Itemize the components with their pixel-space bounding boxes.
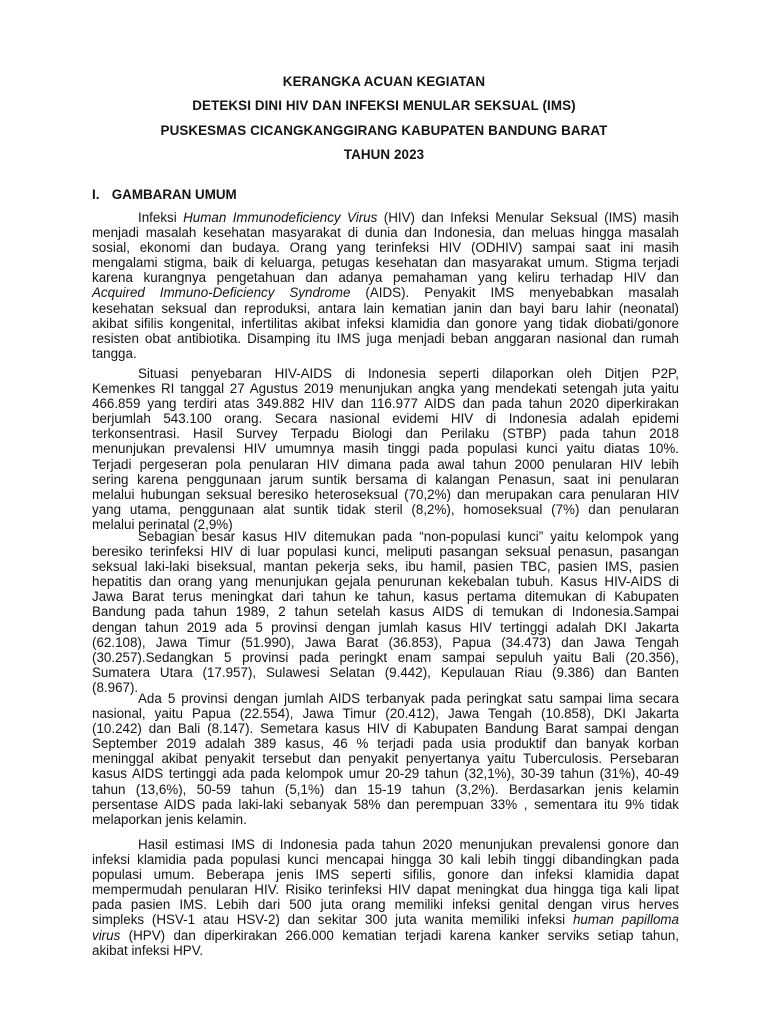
paragraph-line: (62.108), Jawa Timur (51.990), Jawa Barat (36.853), Papua (34.473) dan Jawa Tengah (92, 634, 679, 650)
paragraph-line: infeksi klamidia pada populasi kunci mencapai hingga 30 kali lebih tinggi dibandingkan pada (92, 852, 679, 868)
paragraph-line: sering karena penggunaan jarum suntik bersama di kalangan Penasun, saat ini penularan (92, 471, 679, 487)
title-line-1: KERANGKA ACUAN KEGIATAN (282, 74, 486, 89)
paragraph-line: 466.859 yang terdiri atas 349.882 HIV dan 116.977 AIDS dan pada tahun 2020 diperkirakan (92, 396, 679, 412)
section-heading (92, 187, 237, 203)
paragraph-5 (92, 837, 679, 958)
paragraph-line: September 2019 adalah 389 kasus, 46 % terjadi pada usia produktif dan banyak korban (92, 736, 679, 752)
paragraph-line: nasional, yaitu Papua (22.554), Jawa Timur (20.412), Jawa Tengah (10.858), DKI Jakarta (92, 706, 679, 722)
italic-term: human papilloma (572, 912, 679, 928)
paragraph-line: akibat sifilis kongenital, infertilitas akibat infeksi klamidia dan gonore yang tidak diobati/gonore (92, 315, 679, 331)
paragraph-line: menunjukan prevalensi HIV umumnya masih tinggi pada populasi kunci yaitu diatas 10%. (92, 441, 679, 457)
paragraph-4 (92, 691, 679, 827)
paragraph-line: resisten obat antibiotika. Disamping itu IMS juga menjadi beban anggaran nasional dan rumah (92, 330, 679, 346)
title-line-2: DETEKSI DINI HIV DAN INFEKSI MENULAR SEKSUAL (IMS) (192, 98, 576, 114)
paragraph-line: kasus AIDS tertinggi ada pada kelompok umur 20-29 tahun (32,1%), 30-39 tahun (31%), 40-49 (92, 766, 679, 782)
paragraph-line: (10.242) dan Bali (8.147). Semetara kasus HIV di Kabupaten Bandung Barat sampai dengan (92, 721, 679, 737)
paragraph-line: menjadi masalah kesehatan masyarakat di dunia dan Indonesia, dan meluas hingga masalah (92, 225, 679, 241)
paragraph-line: Acquired Immuno-Deficiency Syndrome (AIDS). Penyakit IMS menyebabkan masalah (92, 285, 679, 301)
paragraph-line: pada pasien IMS. Lebih dari 500 juta orang memiliki infeksi genital dengan virus herves (92, 897, 679, 913)
paragraph-line: Hasil estimasi IMS di Indonesia pada tahun 2020 menunjukan prevalensi gonore dan (138, 837, 679, 852)
italic-term: Acquired Immuno-Deficiency Syndrome (92, 285, 351, 301)
paragraph-line: kesehatan seksual dan reproduksi, antara lain kematian janin dan bayi baru lahir (neonatal) (92, 300, 679, 316)
paragraph-line: meninggal akibat penyakit tersebut dan penyakit penyertanya yaitu Tuberculosis. Persebaran (92, 751, 679, 767)
paragraph-line: persentase AIDS pada laki-laki sebanyak 58% dan perempuan 33% , sementara itu 9% tidak (92, 796, 679, 812)
paragraph-line: (8.967). (92, 679, 139, 695)
paragraph-line: mengalami stigma, baik di keluarga, petugas kesehatan dan masyarakat umum. Stigma terjadi (92, 255, 679, 271)
paragraph-line: Jawa Barat terus meningkat dari tahun ke tahun, kasus pertama ditemukan di Kabupaten (92, 589, 679, 605)
paragraph-line: hepatitis dan orang yang menunjukan gejala penurunan kekebalan tubuh. Kasus HIV-AIDS di (92, 574, 679, 590)
paragraph-line: terkonsentrasi. Hasil Survey Terpadu Biologi dan Perilaku (STBP) pada tahun 2018 (92, 426, 679, 442)
paragraph-line: Situasi penyebaran HIV-AIDS di Indonesia seperti dilaporkan oleh Ditjen P2P, (138, 366, 679, 381)
paragraph-line: melaporkan jenis kelamin. (92, 811, 247, 827)
paragraph-line: Bandung pada tahun 1989, 2 tahun setelah kasus AIDS di temukan di Indonesia.Sampai (92, 604, 679, 620)
paragraph-line: beresiko terinfeksi HIV di luar populasi kunci, meliputi pasangan seksual penasun, pasangan (92, 544, 679, 560)
paragraph-line: Sumatera Utara (17.957), Sulawesi Selatan (9.442), Kepulauan Riau (9.386) dan Banten (92, 664, 679, 680)
title-line-3: PUSKESMAS CICANGKANGGIRANG KABUPATEN BANDUNG BARAT (160, 122, 608, 138)
paragraph-line: Kemenkes RI tanggal 27 Agustus 2019 menunjukan angka yang mendekati setengah juta yaitu (92, 381, 679, 397)
title-line-4: TAHUN 2023 (343, 147, 425, 163)
paragraph-line: berjumlah 543.100 orang. Secara nasional evidemi HIV di Indonesia adalah epidemi (92, 411, 679, 427)
paragraph-line: melalui hubungan seksual beresiko heteroseksual (70,2%) dan merupakan cara penularan HIV (92, 486, 679, 502)
paragraph-line: dengan tahun 2019 ada 5 provinsi dengan jumlah kasus HIV tertinggi adalah DKI Jakarta (92, 619, 679, 635)
paragraph-line: melalui perinatal (2,9%) (92, 516, 233, 532)
paragraph-line: virus (HPV) dan diperkirakan 266.000 kematian terjadi karena kanker serviks setiap tahun, (92, 927, 679, 943)
paragraph-3 (92, 529, 679, 695)
paragraph-line: (30.257).Sedangkan 5 provinsi pada peringkt enam sampai sepuluh yaitu Bali (20.356), (92, 649, 679, 665)
italic-term: Human Immunodeficiency Virus (183, 210, 378, 225)
paragraph-line: Infeksi Human Immunodeficiency Virus (HIV) dan Infeksi Menular Seksual (IMS) masih (138, 210, 679, 225)
paragraph-line: tangga. (92, 345, 137, 361)
paragraph-line: Terjadi pergeseran pola penularan HIV dimana pada awal tahun 2000 penularan HIV lebih (92, 456, 679, 472)
italic-term: virus (92, 927, 121, 943)
paragraph-line: akibat infeksi HPV. (92, 942, 204, 958)
paragraph-1 (92, 210, 679, 361)
section-number: I. (92, 187, 100, 202)
paragraph-line: seksual laki-laki biseksual, mantan pekerja seks, ibu hamil, pasien TBC, pasien IMS, pasien (92, 559, 679, 575)
paragraph-line: sosial, ekonomi dan budaya. Orang yang terinfeksi HIV (ODHIV) sampai saat ini masih (92, 240, 679, 256)
paragraph-line: Ada 5 provinsi dengan jumlah AIDS terbanyak pada peringkat satu sampai lima secara (138, 691, 679, 706)
paragraph-line: simpleks (HSV-1 atau HSV-2) dan sekitar 300 juta wanita memiliki infeksi human papilloma (92, 912, 679, 928)
paragraph-line: Sebagian besar kasus HIV ditemukan pada “non-populasi kunci” yaitu kelompok yang (138, 529, 679, 544)
paragraph-line: mempermudah penularan HIV. Risiko terinfeksi HIV dapat meningkat dua hingga tiga kali lipat (92, 882, 679, 898)
paragraph-line: populasi umum. Beberapa jenis IMS seperti sifilis, gonore dan infeksi klamidia dapat (92, 867, 679, 883)
document-title-block (0, 70, 768, 168)
paragraph-2 (92, 366, 679, 532)
paragraph-line: karena kurangnya pengetahuan dan adanya pemahaman yang keliru terhadap HIV dan (92, 270, 679, 286)
paragraph-line: tahun (13,6%), 50-59 tahun (5,1%) dan 15-19 tahun (3,2%). Berdasarkan jenis kelamin (92, 781, 679, 797)
section-title: GAMBARAN UMUM (111, 187, 237, 202)
paragraph-line: yang utama, penggunaan alat suntik tidak steril (8,2%), homoseksual (7%) dan penularan (92, 501, 679, 517)
